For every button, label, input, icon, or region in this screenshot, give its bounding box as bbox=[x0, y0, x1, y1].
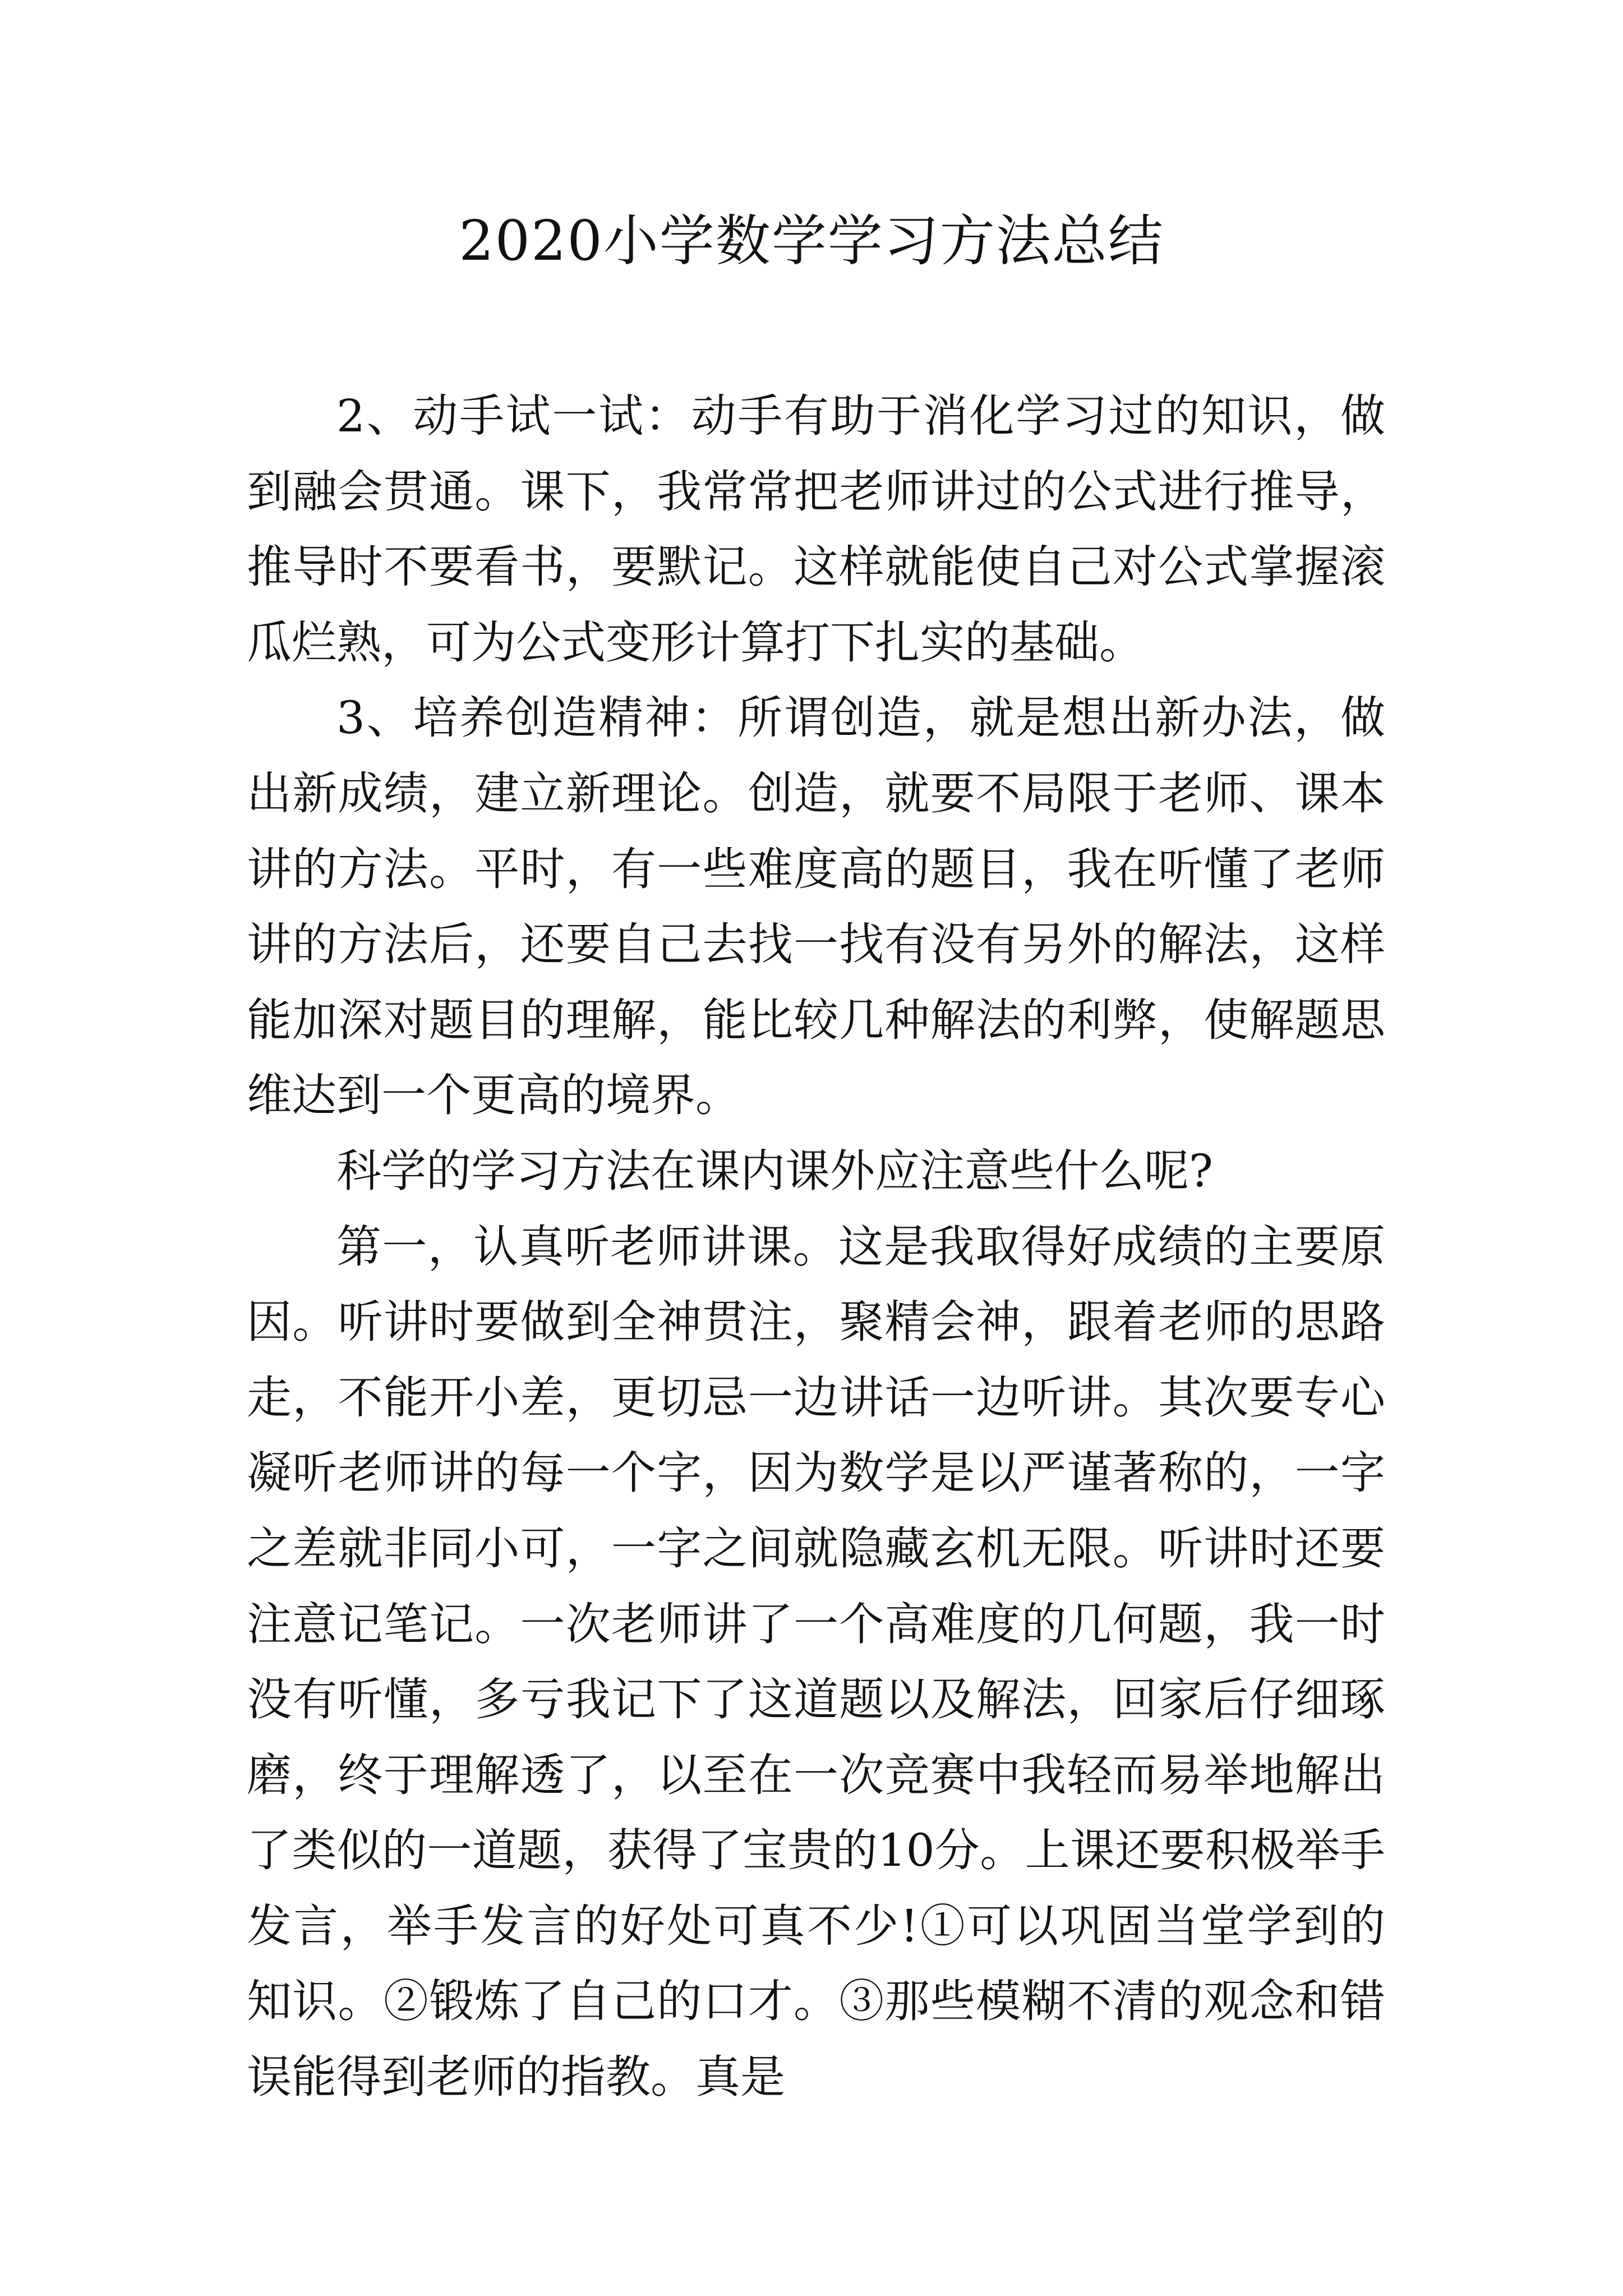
paragraph-listening: 第一，认真听老师讲课。这是我取得好成绩的主要原因。听讲时要做到全神贯注，聚精会神，跟着老师的思路走，不能开小差，更切忌一边讲话一边听讲。其次要专心凝听老师讲的每一个字，因为数学是以严谨著称的，一字之差就非同小可，一字之间就隐藏玄机无限。听讲时还要注意记笔记。一次老师讲了一个高难度的几何题，我一时没有听懂，多亏我记下了这道题以及解法，回家后仔细琢磨，终于理解透了，以至在一次竞赛中我轻而易举地解出了类似的一道题，获得了宝贵的10分。上课还要积极举手发言，举手发言的好处可真不少!①可以巩固当堂学到的知识。②锻炼了自己的口才。③那些模糊不清的观念和错误能得到老师的指教。真是 bbox=[247, 1220, 1385, 2104]
paragraph-creativity: 3、培养创造精神：所谓创造，就是想出新办法，做出新成绩，建立新理论。创造，就要不局限于老师、课本讲的方法。平时，有一些难度高的题目，我在听懂了老师讲的方法后，还要自己去找一找有没有另外的解法，这样能加深对题目的理解，能比较几种解法的利弊，使解题思维达到一个更高的境界。 bbox=[247, 692, 1385, 1122]
paragraph-hands-on: 2、动手试一试：动手有助于消化学习过的知识，做到融会贯通。课下，我常常把老师讲过的公式进行推导，推导时不要看书，要默记。这样就能使自己对公式掌握滚瓜烂熟，可为公式变形计算打下扎实的基础。 bbox=[247, 390, 1385, 669]
document-body bbox=[247, 379, 1385, 2115]
document-title: 2020小学数学学习方法总结 bbox=[459, 209, 1164, 273]
paragraph-question: 科学的学习方法在课内课外应注意些什么呢? bbox=[336, 1144, 1213, 1197]
